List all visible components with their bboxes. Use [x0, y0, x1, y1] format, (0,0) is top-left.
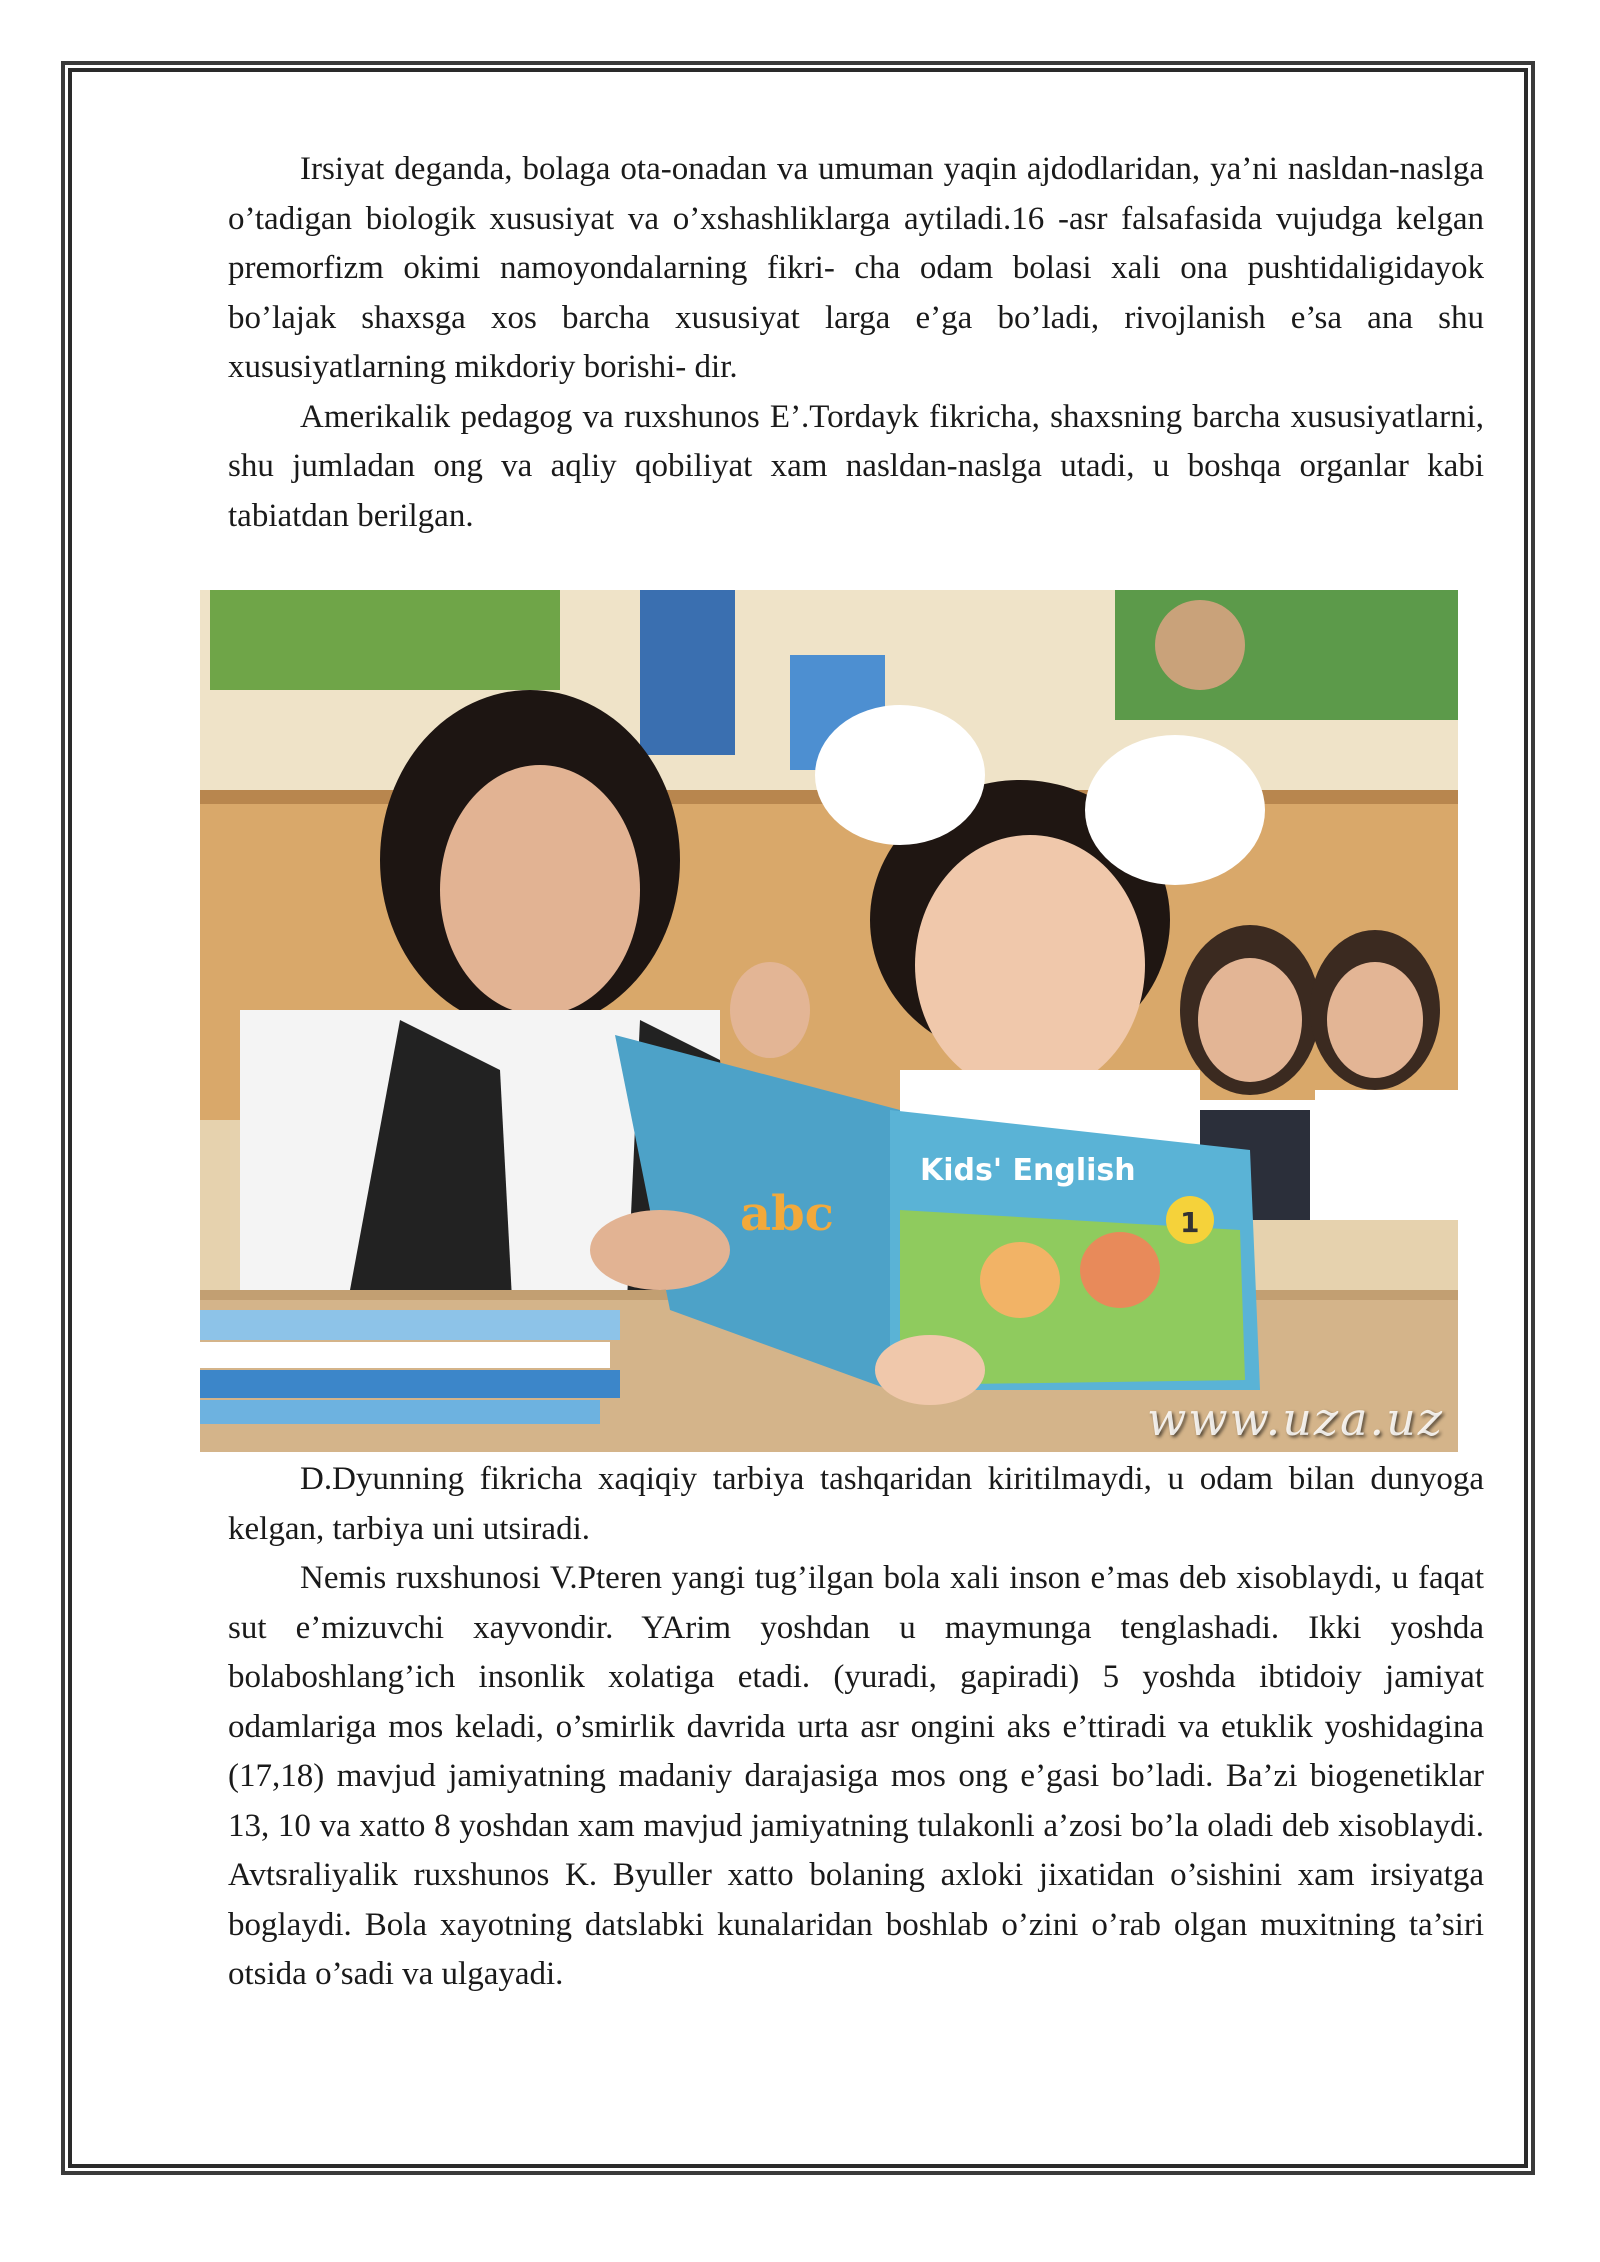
classroom-photo [200, 590, 1458, 1452]
paragraph: Irsiyat deganda, bolaga ota-onadan va umuman yaqin ajdodlaridan, ya’ni nasldan-naslga o’tadigan biologik xususiyat va o’xshashliklarga aytiladi.16 -asr falsafasida vujudga kelgan premorfizm okimi namoyondalarning fikri- cha odam bolasi xali ona pushtidaligidayok bo’lajak shaxsga xos barcha xususiyat larga e’ga bo’ladi, rivojlanish e’sa ana shu xususiyatlarning mikdoriy borishi- dir. [228, 151, 1484, 385]
photo-illustration [200, 590, 1458, 1452]
paragraph: Amerikalik pedagog va ruxshunos E’.Tordayk fikricha, shaxsning barcha xususiyatlarni, shu jumladan ong va aqliy qobiliyat xam nasldan-naslga utadi, u boshqa organlar kabi tabiatdan berilgan. [228, 398, 1484, 534]
text-block-bottom [228, 1455, 1484, 2000]
paragraph: D.Dyunning fikricha xaqiqiy tarbiya tashqaridan kiritilmaydi, u odam bilan dunyoga kelgan, tarbiya uni utsiradi. [228, 1461, 1484, 1547]
paragraph: Nemis ruxshunosi V.Pteren yangi tug’ilgan bola xali inson e’mas deb xisoblaydi, u faqat sut e’mizuvchi xayvondir. YArim yoshdan u maymunga tenglashadi. Ikki yoshda bolaboshlang’ich insonlik xolatiga etadi. (yuradi, gapiradi) 5 yoshda ibtidoiy jamiyat odamlariga mos keladi, o’smirlik davrida urta asr ongini aks e’ttiradi va etuklik yoshidagina (17,18) mavjud jamiyatning madaniy darajasiga mos ong e’gasi bo’ladi. Ba’zi biogenetiklar 13, 10 va xatto 8 yoshdan xam mavjud jamiyatning tulakonli a’zosi bo’la oladi deb xisoblaydi. Avtsraliyalik ruxshunos K. Byuller xatto bolaning axloki jixatidan o’sishini xam irsiyatga boglaydi. Bola xayotning datslabki kunalaridan boshlab o’zini o’rab olgan muxitning ta’siri otsida o’sadi va ulgayadi. [228, 1560, 1484, 1992]
text-block-top [228, 145, 1484, 541]
photo-watermark: www.uza.uz [1146, 1392, 1444, 1446]
book-title: Kids' English [920, 1153, 1136, 1188]
book-abc: abc [740, 1186, 834, 1242]
book-number: 1 [1180, 1206, 1200, 1239]
